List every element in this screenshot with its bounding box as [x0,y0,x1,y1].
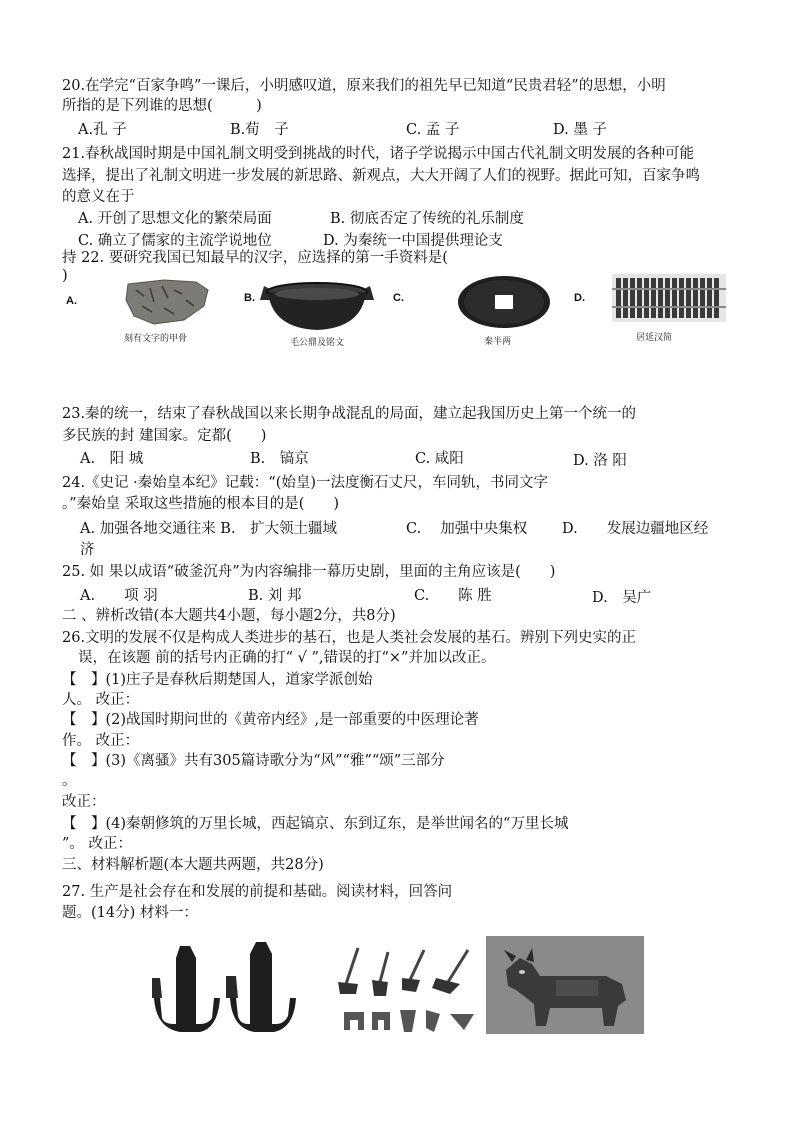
q20-option-c[interactable]: C. 孟 子 [406,122,460,138]
q22-label-a[interactable]: A. [66,295,77,307]
q22-stem-line2: ) [62,268,68,284]
q23-option-d[interactable]: D. 洛 阳 [573,453,627,469]
q25-stem: 25. 如 果以成语“破釜沉舟”为内容编排一幕历史剧，里面的主角应该是( ) [62,564,556,580]
juyan-bamboo-slips-image [612,274,726,322]
q23-stem-line2: 多民族的封 建国家。定都( ) [62,428,267,444]
q23-stem-line1: 23.秦的统一，结束了春秋战国以来长期争战混乱的局面，建立起我国历史上第一个统一的 [62,406,637,422]
section-3-heading: 三、材料解析题(本大题共两题，共28分) [62,857,324,873]
q21-stem-line3: 的意义在于 [62,189,135,205]
q25-option-b[interactable]: B. 刘 邦 [248,588,302,604]
q22-stem-line1: 持 22. 要研究我国已知最早的汉字，应选择的第一手资料是( [62,250,448,266]
iron-plough-tools-image [150,938,300,1038]
q21-option-d[interactable]: D. 为秦统一中国提供理论支 [323,233,503,249]
q22-label-b[interactable]: B. [244,292,255,304]
q24-option-d-continued: 济 [80,542,95,558]
q25-option-a[interactable]: A. 项 羽 [80,588,158,604]
q24-option-d[interactable]: D. 发展边疆地区经 [562,521,709,537]
q22-caption-c: 秦半两 [484,337,512,347]
q27-stem-line1: 27. 生产是社会存在和发展的前提和基础。阅读材料，回答问 [62,884,453,900]
q20-stem-line2: 所指的是下列谁的思想( ) [62,98,262,114]
bronze-ox-zun-image [486,936,644,1034]
q22-label-c[interactable]: C. [393,292,404,304]
q26-item1-line2[interactable]: 人。 改正： [62,692,140,708]
q20-option-a[interactable]: A.孔 子 [78,122,127,138]
q24-stem-line2: 。”秦始皇 采取这些措施的根本目的是( ) [62,496,340,512]
q23-option-c[interactable]: C. 咸阳 [415,451,464,467]
q21-stem-line2: 选择，提出了礼制文明进一步发展的新思路、新观点，大大开阔了人们的视野。据此可知，百家争鸣 [62,168,700,184]
q26-item3-line3[interactable]: 改正： [62,794,106,810]
q22-caption-b: 毛公鼎及铭文 [290,338,345,348]
oracle-bone-image [124,276,212,328]
q26-item2-line2[interactable]: 作。 改正： [62,733,140,749]
q26-stem-line1: 26.文明的发展不仅是构成人类进步的基石，也是人类社会发展的基石。辨别下列史实的正 [62,630,637,646]
q23-option-a[interactable]: A. 阳 城 [80,451,144,467]
mao-gong-ding-image [256,276,378,332]
q20-option-b[interactable]: B.荀 子 [230,122,289,138]
q24-option-ab[interactable]: A. 加强各地交通往来 B. 扩大领土疆域 [80,521,338,537]
q26-item3-line1[interactable]: 【 】(3)《离骚》共有305篇诗歌分为“风”“雅”“颂”三部分 [62,753,445,769]
q20-stem-line1: 20.在学完“百家争鸣”一课后，小明感叹道，原来我们的祖先早已知道“民贵君轻”的思想，小明 [62,78,666,94]
q26-item4-line1[interactable]: 【 】(4)秦朝修筑的万里长城，西起镐京、东到辽东，是举世闻名的“万里长城 [62,816,569,832]
q22-caption-d: 居延汉简 [636,333,673,343]
q24-option-c[interactable]: C. 加强中央集权 [406,521,528,537]
q22-label-d[interactable]: D. [574,292,585,304]
q26-item3-line2: 。 [62,773,77,789]
q25-option-c[interactable]: C. 陈 胜 [414,588,492,604]
q21-option-a[interactable]: A. 开创了思想文化的繁荣局面 [78,211,272,227]
q21-stem-line1: 21.春秋战国时期是中国礼制文明受到挑战的时代，诸子学说揭示中国古代礼制文明发展的各种可能 [62,146,695,162]
iron-farming-implements-image [336,944,480,1036]
q20-option-d[interactable]: D. 墨 子 [553,122,607,138]
q26-item4-line2[interactable]: ”。 改正： [62,836,133,852]
q21-option-c[interactable]: C. 确立了儒家的主流学说地位 [78,233,272,249]
q22-caption-a: 刻有文字的甲骨 [124,334,188,344]
q26-item2-line1[interactable]: 【 】(2)战国时期问世的《黄帝内经》,是一部重要的中医理论著 [62,712,479,728]
q26-item1-line1[interactable]: 【 】(1)庄子是春秋后期楚国人，道家学派创始 [62,672,373,688]
ban-liang-coin-image [455,274,553,330]
section-2-heading: 二 、辨析改错(本大题共4小题，每小题2分，共8分) [62,608,396,624]
q21-option-b[interactable]: B. 彻底否定了传统的礼乐制度 [330,211,524,227]
q26-stem-line2: 误，在该题 前的括号内正确的打“ √ ”,错误的打“×”并加以改正。 [78,650,496,666]
q23-option-b[interactable]: B. 镐京 [250,451,309,467]
q27-stem-line2: 题。(14分) 材料一： [62,905,198,921]
q25-option-d[interactable]: D. 吴广 [592,590,652,606]
q24-stem-line1: 24.《史记 ·秦始皇本纪》记载：“(始皇)一法度衡石丈尺，车同轨，书同文字 [62,475,549,491]
